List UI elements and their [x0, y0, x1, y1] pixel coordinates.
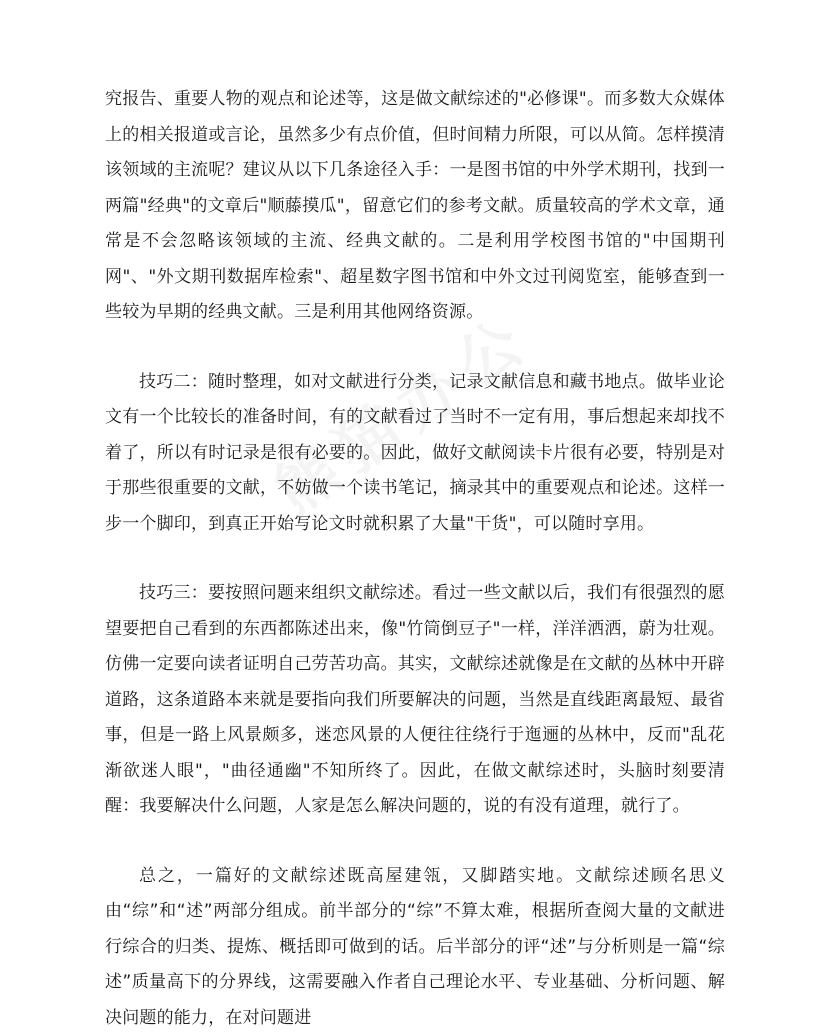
paragraph-4: 总之，一篇好的文献综述既高屋建瓴，又脚踏实地。文献综述顾名思义由“综”和“述”两部分组成。前半部分的“综”不算太难，根据所查阅大量的文献进行综合的归类、提炼、概括即可做到的话。后半部分的评“述”与分析则是一篇“综述”质量高下的分界线，这需要融入作者自己理论水平、专业基础、分析问题、解决问题的能力，在对问题进 — [105, 859, 725, 1036]
paragraph-1: 究报告、重要人物的观点和论述等，这是做文献综述的"必修课"。而多数大众媒体上的相关报道或言论，虽然多少有点价值，但时间精力所限，可以从简。怎样摸清该领域的主流呢？建议从以下几条途径入手：一是图书馆的中外学术期刊，找到一两篇"经典"的文章后"顺藤摸瓜"，留意它们的参考文献。质量较高的学术文章，通常是不会忽略该领域的主流、经典文献的。二是利用学校图书馆的"中国期刊网"、"外文期刊数据库检索"、超星数字图书馆和中外文过刊阅览室，能够查到一些较为早期的经典文献。三是利用其他网络资源。 — [105, 82, 725, 331]
paragraph-gap — [105, 542, 725, 576]
paragraph-2: 技巧二：随时整理，如对文献进行分类，记录文献信息和藏书地点。做毕业论文有一个比较长的准备时间，有的文献看过了当时不一定有用，事后想起来却找不着了，所以有时记录是很有必要的。因此，做好文献阅读卡片很有必要，特别是对于那些很重要的文献，不妨做一个读书笔记，摘录其中的重要观点和论述。这样一步一个脚印，到真正开始写论文时就积累了大量"干货"，可以随时享用。 — [105, 365, 725, 543]
paragraph-gap — [105, 825, 725, 859]
document-page — [105, 82, 725, 1036]
paragraph-3: 技巧三：要按照问题来组织文献综述。看过一些文献以后，我们有很强烈的愿望要把自己看到的东西都陈述出来，像"竹筒倒豆子"一样，洋洋洒洒，蔚为壮观。仿佛一定要向读者证明自己劳苦功高。其实，文献综述就像是在文献的丛林中开辟道路，这条道路本来就是要指向我们所要解决的问题，当然是直线距离最短、最省事，但是一路上风景颇多，迷恋风景的人便往往绕行于迤逦的丛林中，反而"乱花渐欲迷人眼"，"曲径通幽"不知所终了。因此，在做文献综述时，头脑时刻要清醒：我要解决什么问题，人家是怎么解决问题的，说的有没有道理，就行了。 — [105, 576, 725, 825]
paragraph-gap — [105, 331, 725, 365]
